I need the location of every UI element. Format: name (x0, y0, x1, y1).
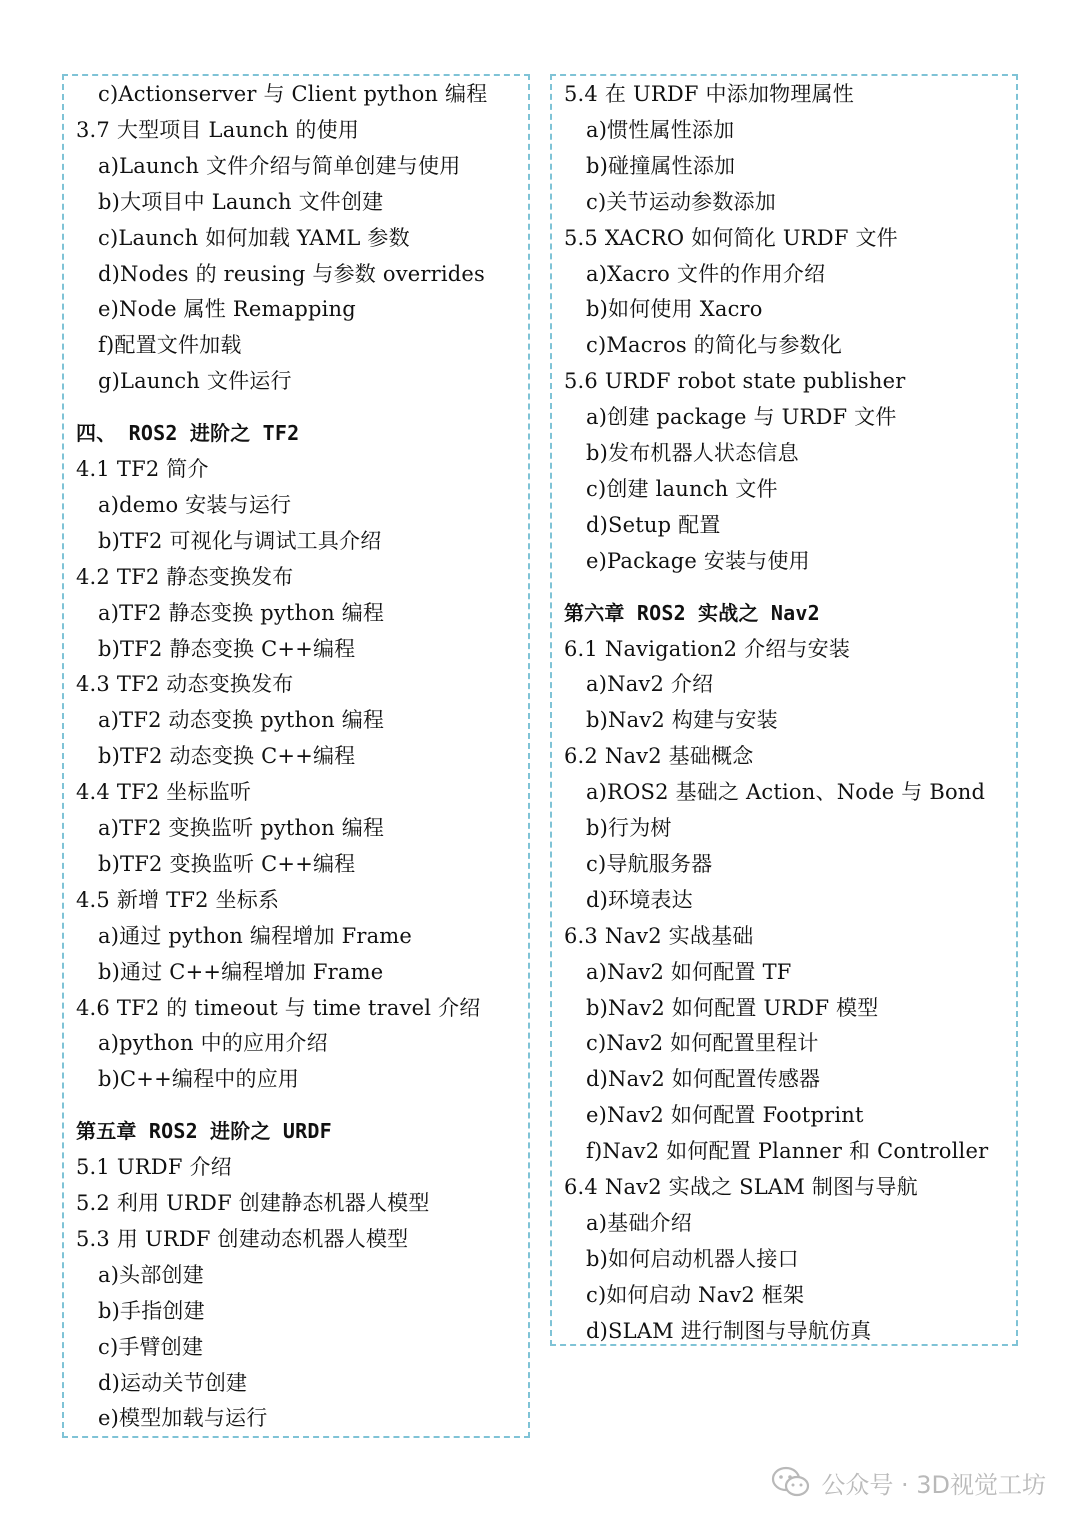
subsection-item: d)环境表达 (586, 887, 693, 912)
subsection-item: a)Launch 文件介绍与简单创建与使用 (98, 153, 461, 178)
subsection-item: b)Nav2 构建与安装 (586, 708, 778, 733)
subsection-item: e)Package 安装与使用 (586, 548, 810, 573)
section-title: 4.1 TF2 简介 (76, 457, 209, 481)
subsection-item: b)大项目中 Launch 文件创建 (98, 189, 384, 214)
subsection-item: f)Nav2 如何配置 Planner 和 Controller (586, 1139, 989, 1164)
section-title: 4.2 TF2 静态变换发布 (76, 564, 294, 589)
subsection-item: c)Launch 如何加载 YAML 参数 (98, 225, 410, 250)
chapter-heading: 四、 ROS2 进阶之 TF2 (76, 421, 300, 446)
subsection-item: e)模型加载与运行 (98, 1406, 268, 1431)
section-title: 6.1 Navigation2 介绍与安装 (564, 636, 851, 661)
subsection-item: a)创建 package 与 URDF 文件 (586, 405, 897, 430)
section-title: 5.6 URDF robot state publisher (564, 369, 906, 394)
subsection-item: a)demo 安装与运行 (98, 492, 292, 517)
subsection-item: b)通过 C++编程增加 Frame (98, 959, 384, 984)
section-title: 5.3 用 URDF 创建动态机器人模型 (76, 1226, 409, 1251)
subsection-item: g)Launch 文件运行 (98, 369, 292, 394)
subsection-item: a)Nav2 如何配置 TF (586, 959, 792, 984)
chapter-heading: 第五章 ROS2 进阶之 URDF (76, 1119, 332, 1144)
subsection-item: a)惯性属性添加 (586, 117, 735, 142)
subsection-item: c)如何启动 Nav2 框架 (586, 1282, 805, 1307)
subsection-item: d)SLAM 进行制图与导航仿真 (586, 1318, 872, 1343)
subsection-item: a)Xacro 文件的作用介绍 (586, 261, 826, 286)
subsection-item: b)发布机器人状态信息 (586, 441, 799, 465)
subsection-item: a)TF2 动态变换 python 编程 (98, 708, 385, 733)
subsection-item: c)Nav2 如何配置里程计 (586, 1031, 819, 1056)
subsection-item: b)TF2 静态变换 C++编程 (98, 636, 356, 661)
subsection-item: b)TF2 动态变换 C++编程 (98, 744, 356, 769)
subsection-item: e)Node 属性 Remapping (98, 297, 356, 322)
section-title: 5.4 在 URDF 中添加物理属性 (564, 82, 854, 106)
subsection-item: a)头部创建 (98, 1262, 204, 1287)
section-title: 3.7 大型项目 Launch 的使用 (76, 117, 360, 142)
subsection-item: d)Nav2 如何配置传感器 (586, 1067, 821, 1092)
section-title: 4.6 TF2 的 timeout 与 time travel 介绍 (76, 995, 481, 1020)
watermark-text: 公众号 · 3D视觉工坊 (821, 1470, 1046, 1499)
subsection-item: c)关节运动参数添加 (586, 189, 776, 214)
section-title: 6.4 Nav2 实战之 SLAM 制图与导航 (564, 1175, 918, 1199)
subsection-item: b)如何启动机器人接口 (586, 1246, 799, 1271)
subsection-item: c)导航服务器 (586, 851, 713, 876)
wechat-icon (771, 1465, 811, 1499)
subsection-item: b)Nav2 如何配置 URDF 模型 (586, 995, 879, 1020)
subsection-item: b)碰撞属性添加 (586, 153, 736, 178)
section-title: 6.3 Nav2 实战基础 (564, 923, 754, 948)
subsection-item: b)TF2 变换监听 C++编程 (98, 851, 356, 876)
subsection-item: b)C++编程中的应用 (98, 1067, 300, 1092)
chapter-heading: 第六章 ROS2 实战之 Nav2 (564, 600, 820, 625)
subsection-item: a)基础介绍 (586, 1210, 692, 1235)
section-title: 4.3 TF2 动态变换发布 (76, 672, 294, 697)
subsection-item: a)ROS2 基础之 Action、Node 与 Bond (586, 780, 986, 805)
section-title: 6.2 Nav2 基础概念 (564, 744, 754, 769)
subsection-item: a)TF2 静态变换 python 编程 (98, 600, 385, 625)
subsection-item: e)Nav2 如何配置 Footprint (586, 1103, 864, 1128)
subsection-item: b)如何使用 Xacro (586, 297, 763, 322)
subsection-item: b)TF2 可视化与调试工具介绍 (98, 528, 382, 553)
toc-left-column (62, 74, 530, 1438)
subsection-item: f)配置文件加载 (98, 333, 242, 358)
watermark (771, 1460, 1046, 1504)
subsection-item: a)TF2 变换监听 python 编程 (98, 816, 385, 840)
subsection-item: c)Macros 的简化与参数化 (586, 333, 843, 358)
subsection-item: d)Nodes 的 reusing 与参数 overrides (98, 261, 486, 286)
section-title: 4.5 新增 TF2 坐标系 (76, 887, 280, 912)
section-title: 5.2 利用 URDF 创建静态机器人模型 (76, 1191, 430, 1215)
subsection-item: a)通过 python 编程增加 Frame (98, 923, 413, 948)
subsection-item: a)Nav2 介绍 (586, 672, 714, 697)
subsection-item: c)手臂创建 (98, 1334, 204, 1359)
section-title: 5.5 XACRO 如何简化 URDF 文件 (564, 225, 898, 250)
subsection-item: a)python 中的应用介绍 (98, 1031, 328, 1056)
section-title: 4.4 TF2 坐标监听 (76, 780, 252, 805)
subsection-item: c)创建 launch 文件 (586, 476, 778, 501)
toc-right-column (550, 74, 1018, 1346)
subsection-item: b)行为树 (586, 816, 672, 840)
subsection-item: d)Setup 配置 (586, 512, 721, 537)
subsection-item: d)运动关节创建 (98, 1370, 248, 1395)
section-title: 5.1 URDF 介绍 (76, 1155, 232, 1180)
subsection-item: b)手指创建 (98, 1298, 205, 1323)
subsection-item: c)Actionserver 与 Client python 编程 (98, 82, 488, 106)
